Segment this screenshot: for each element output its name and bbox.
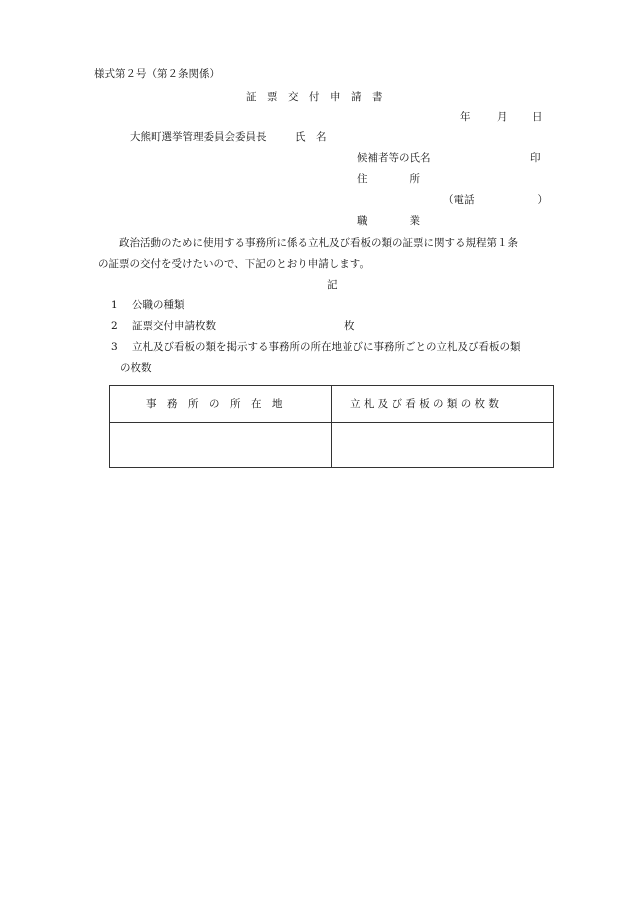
addressee: 大熊町選挙管理委員会委員長	[130, 131, 267, 143]
form-number: 様式第２号（第２条関係）	[94, 68, 220, 80]
date-year-label: 年	[460, 111, 471, 123]
occupation-label: 職 業	[357, 215, 420, 227]
table-column-divider	[331, 386, 332, 467]
item-text: 立札及び看板の類を掲示する事務所の所在地並びに事務所ごとの立札及び看板の類	[132, 341, 521, 353]
document-title: 証 票 交 付 申 請 書	[246, 91, 383, 103]
ki-heading: 記	[327, 279, 338, 291]
table-header-sign-count: 立 札 及 び 看 板 の 類 の 枚 数	[350, 398, 499, 410]
item-number: 1	[111, 299, 118, 311]
date-month-label: 月	[497, 111, 508, 123]
table-cell-sign-count	[333, 423, 553, 467]
item-number: 3	[111, 341, 118, 353]
item-text: 公職の種類	[132, 299, 185, 311]
office-location-table	[109, 385, 554, 468]
date-day-label: 日	[532, 111, 543, 123]
table-header-office-location: 事 務 所 の 所 在 地	[146, 398, 283, 410]
candidate-name-label: 候補者等の氏名	[357, 152, 431, 164]
seal-mark: 印	[530, 152, 541, 164]
body-text-line1: 政治活動のために使用する事務所に係る立札及び看板の類の証票に関する規程第１条	[119, 237, 518, 249]
body-text-line2: の証票の交付を受けたいので、下記のとおり申請します。	[98, 258, 370, 270]
phone-label: （電話 ）	[443, 194, 548, 206]
item-unit: 枚	[344, 320, 355, 332]
item-number: 2	[111, 320, 118, 332]
item-text: 証票交付申請枚数	[132, 320, 216, 332]
item-text-continuation: の枚数	[120, 362, 152, 374]
address-label: 住 所	[357, 173, 420, 185]
table-cell-office-location	[111, 423, 330, 467]
addressee-name-label: 氏 名	[295, 131, 327, 143]
